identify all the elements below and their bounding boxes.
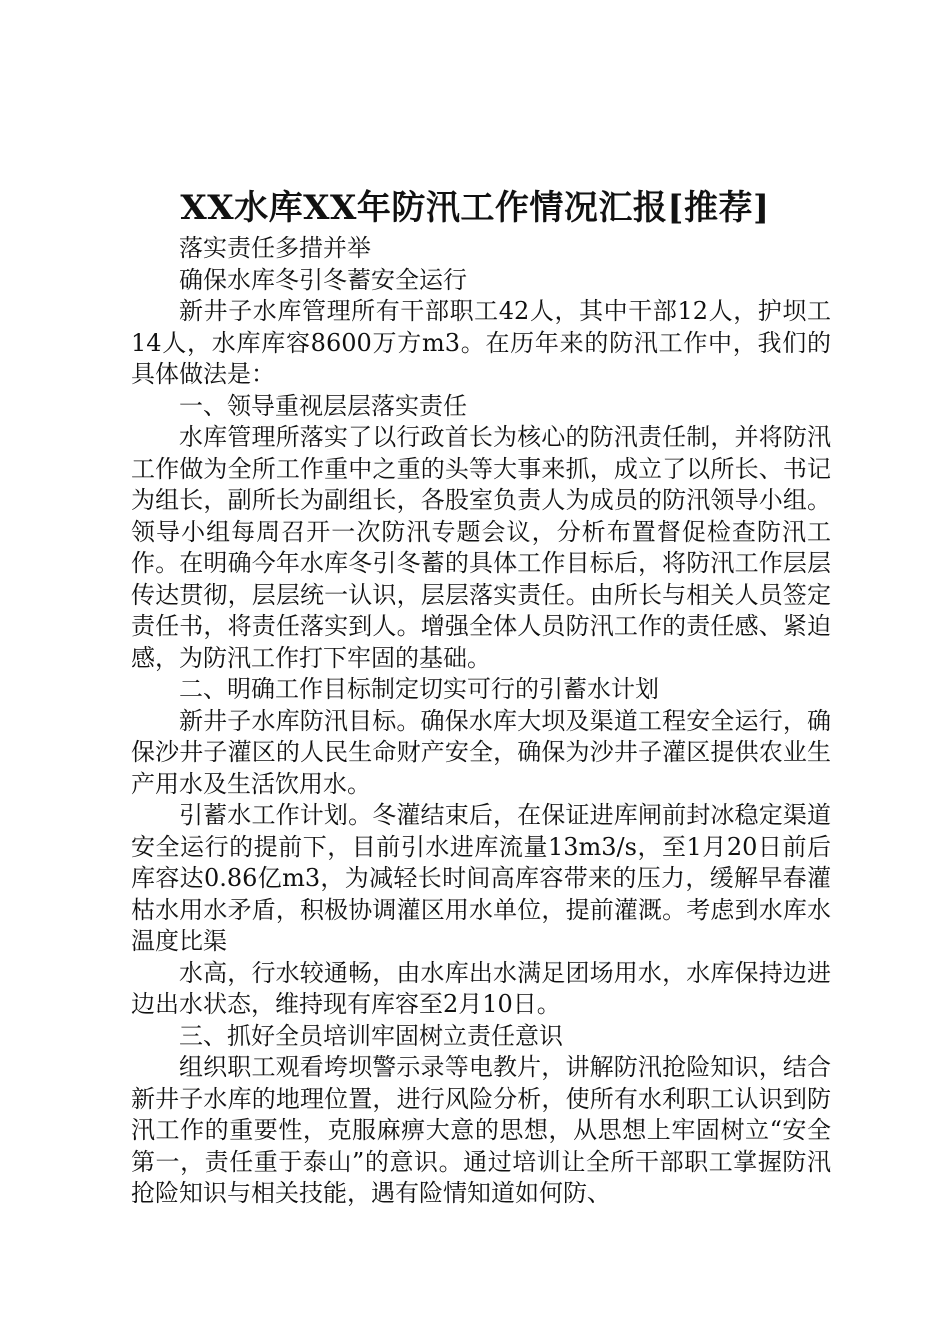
paragraph-flood-goal: 新井子水库防汛目标。确保水库大坝及渠道工程安全运行，确保沙井子灌区的人民生命财产安全，确保为沙井子灌区提供农业生产用水及生活饮用水。 xyxy=(131,706,831,798)
paragraph-training: 组织职工观看垮坝警示录等电教片，讲解防汛抢险知识，结合新井子水库的地理位置，进行风险分析，使所有水利职工认识到防汛工作的重要性，克服麻痹大意的思想，从思想上牢固树立“安全第一，责任重于泰山”的意识。通过培训让全所干部职工掌握防汛抢险知识与相关技能，遇有险情知道如何防、 xyxy=(131,1053,831,1207)
paragraph-responsibility: 水库管理所落实了以行政首长为核心的防汛责任制，并将防汛工作做为全所工作重中之重的头等大事来抓，成立了以所长、书记为组长，副所长为副组长，各股室负责人为成员的防汛领导小组。领导小组每周召开一次防汛专题会议，分析布置督促检查防汛工作。在明确今年水库冬引冬蓄的具体工作目标后，将防汛工作层层传达贯彻，层层统一认识，层层落实责任。由所长与相关人员签定责任书，将责任落实到人。增强全体人员防汛工作的责任感、紧迫感，为防汛工作打下牢固的基础。 xyxy=(131,423,831,672)
document-body xyxy=(131,233,831,1210)
paragraph-subtitle-2: 确保水库冬引冬蓄安全运行 xyxy=(179,265,467,294)
section-heading-1: 一、领导重视层层落实责任 xyxy=(179,391,467,420)
paragraph-water-plan-cont: 水高，行水较通畅，由水库出水满足团场用水，水库保持边进边出水状态，维持现有库容至2月10日。 xyxy=(131,958,831,1018)
section-heading-2: 二、明确工作目标制定切实可行的引蓄水计划 xyxy=(179,675,659,703)
document-title: XX水库XX年防汛工作情况汇报[推荐] xyxy=(180,188,770,228)
paragraph-subtitle-1: 落实责任多措并举 xyxy=(179,234,371,262)
section-heading-3: 三、抓好全员培训牢固树立责任意识 xyxy=(179,1021,563,1050)
paragraph-intro: 新井子水库管理所有干部职工42人，其中干部12人，护坝工14人，水库库容8600万方m3。在历年来的防汛工作中，我们的具体做法是： xyxy=(131,297,831,388)
paragraph-water-plan: 引蓄水工作计划。冬灌结束后，在保证进库闸前封冰稳定渠道安全运行的提前下，目前引水进库流量13m3/s，至1月20日前后库容达0.86亿m3，为减轻长时间高库容带来的压力，缓解早春灌枯水用水矛盾，积极协调灌区用水单位，提前灌溉。考虑到水库水温度比渠 xyxy=(131,801,831,955)
